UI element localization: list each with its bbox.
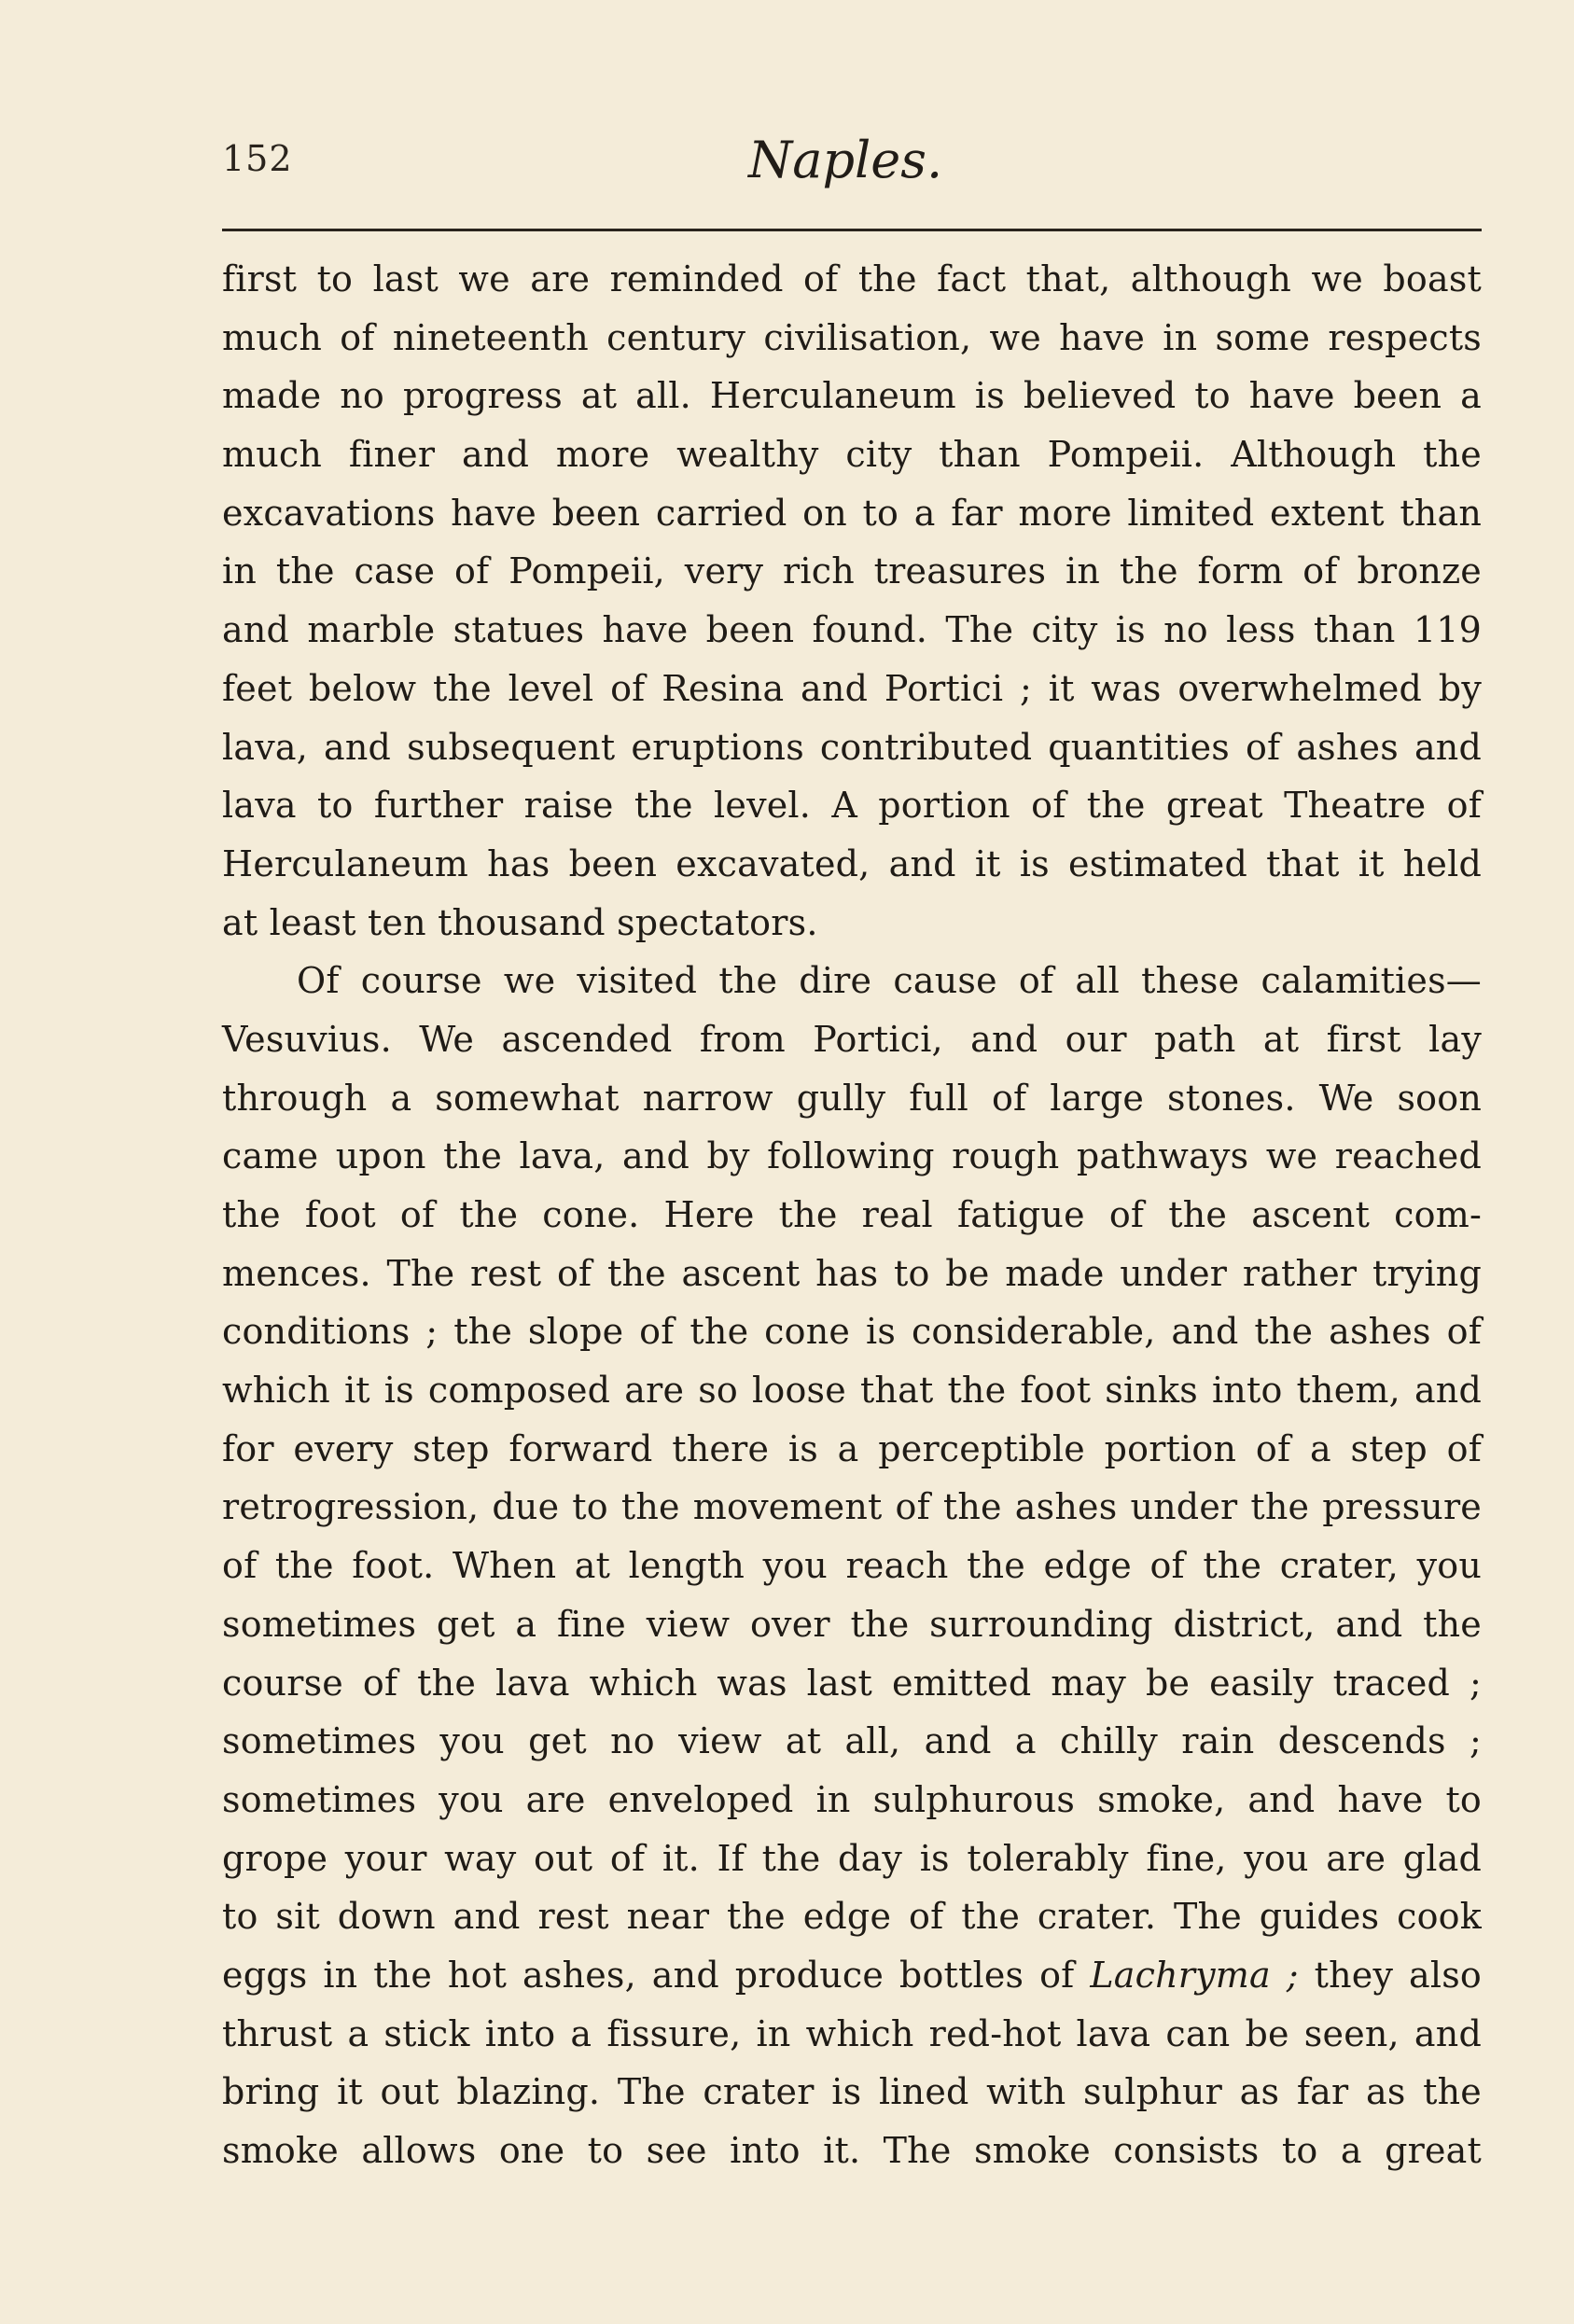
text-line: sometimes you get no view at all, and a chilly rain descends ; (222, 1720, 1482, 1762)
paragraph-start-line: Of course we visited the dire cause of all these calamities— (297, 960, 1482, 1002)
text-line: conditions ; the slope of the cone is considerable, and the ashes of (222, 1311, 1482, 1353)
text-line: through a somewhat narrow gully full of large stones. We soon (222, 1077, 1482, 1119)
text-line: the foot of the cone. Here the real fatigue of the ascent com- (222, 1194, 1482, 1235)
text-line: first to last we are reminded of the fact that, although we boast (222, 258, 1482, 299)
text-line: and marble statues have been found. The city is no less than 119 (222, 609, 1482, 651)
text-line: thrust a stick into a fissure, in which red-hot lava can be seen, and (222, 2012, 1482, 2054)
text-line: lava, and subsequent eruptions contributed quantities of ashes and (222, 726, 1482, 768)
text-line-with-italic (222, 1946, 1482, 2005)
text-line: for every step forward there is a perceptible portion of a step of (222, 1427, 1482, 1469)
text-line: sometimes get a fine view over the surrounding district, and the (222, 1603, 1482, 1645)
italic-wine-name: Lachryma ; (1090, 1954, 1299, 1996)
text-line: came upon the lava, and by following rough pathways we reached (222, 1135, 1482, 1177)
text-segment: eggs in the hot ashes, and produce bottles of (222, 1954, 1091, 1996)
text-line: smoke allows one to see into it. The smoke consists to a great (222, 2130, 1482, 2171)
text-line: much of nineteenth century civilisation, we have in some respects (222, 316, 1482, 358)
text-line: Herculaneum has been excavated, and it is estimated that it held (222, 842, 1482, 884)
text-line: course of the lava which was last emitted may be easily traced ; (222, 1662, 1482, 1704)
paragraph-end-line: at least ten thousand spectators. (222, 901, 818, 943)
text-line: much finer and more wealthy city than Pompeii. Although the (222, 434, 1482, 476)
text-line: which it is composed are so loose that the foot sinks into them, and (222, 1370, 1482, 1412)
text-line: mences. The rest of the ascent has to be made under rather trying (222, 1252, 1482, 1294)
text-line: grope your way out of it. If the day is tolerably fine, you are glad (222, 1837, 1482, 1879)
text-line: excavations have been carried on to a far more limited extent than (222, 492, 1482, 534)
text-segment: they also (1298, 1954, 1483, 1996)
body-text (222, 250, 1482, 2191)
running-title: Naples. (748, 131, 943, 189)
text-line: feet below the level of Resina and Portici ; it was overwhelmed by (222, 667, 1482, 709)
text-line: Vesuvius. We ascended from Portici, and our path at first lay (222, 1018, 1482, 1060)
text-line: lava to further raise the level. A portion of the great Theatre of (222, 785, 1482, 827)
text-line: in the case of Pompeii, very rich treasures in the form of bronze (222, 550, 1482, 592)
text-line: to sit down and rest near the edge of the crater. The guides cook (222, 1896, 1482, 1938)
text-line: retrogression, due to the movement of the ashes under the pressure (222, 1486, 1482, 1528)
text-line: bring it out blazing. The crater is lined with sulphur as far as the (222, 2071, 1482, 2113)
header-rule (222, 229, 1482, 231)
page-header (222, 131, 1482, 196)
text-line: made no progress at all. Herculaneum is believed to have been a (222, 375, 1482, 417)
page-number: 152 (222, 138, 293, 179)
text-line: sometimes you are enveloped in sulphurous smoke, and have to (222, 1778, 1482, 1820)
text-line: of the foot. When at length you reach the edge of the crater, you (222, 1545, 1482, 1587)
